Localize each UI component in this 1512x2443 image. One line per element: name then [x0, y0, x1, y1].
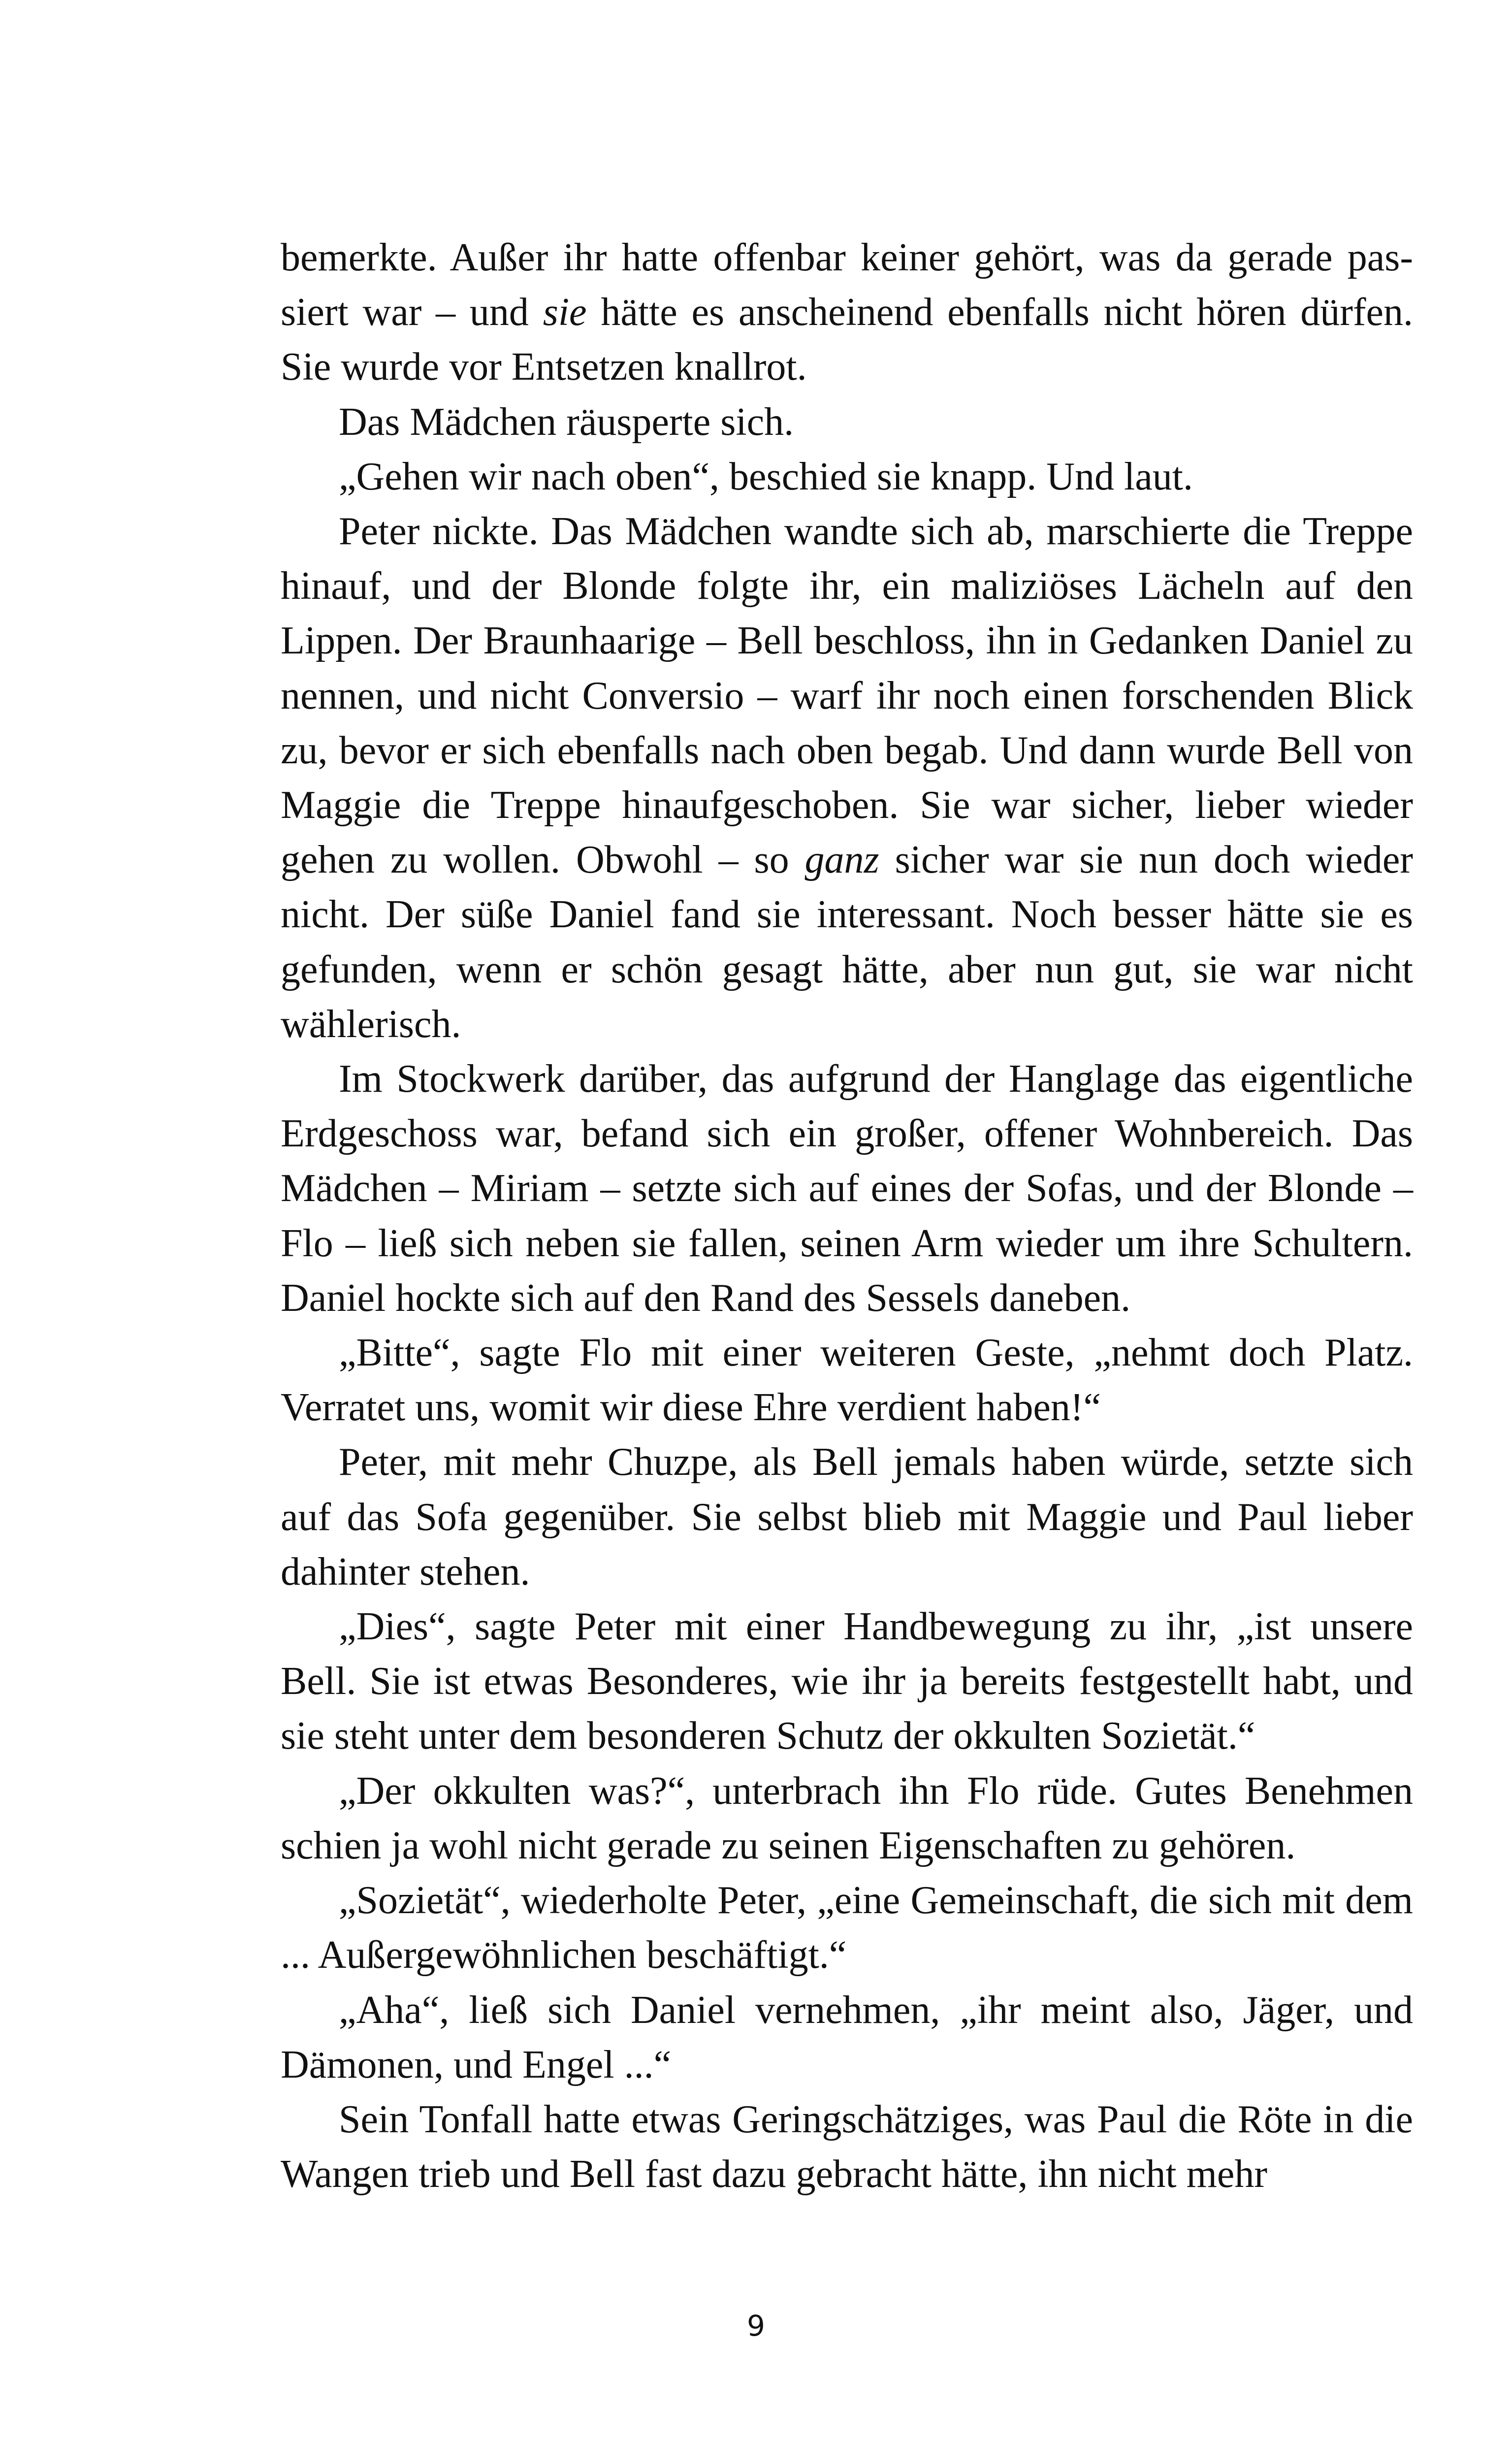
- emphasis-text: sie: [543, 291, 587, 334]
- text-run: Im Stockwerk darüber, das aufgrund der Hanglage das eigentliche Erdgeschoss war, befand sich ein großer, offener Wohnbereich. Das Mädchen – Miriam – setzte sich auf eines der Sofas, und der Blonde – Flo – ließ sich neben sie fallen, seinen Arm wieder um ihre Schultern. Daniel hockte sich auf den Rand des Sessels daneben.: [281, 1057, 1413, 1320]
- paragraph-p9: [281, 1873, 1413, 1983]
- paragraph-p2: [281, 450, 1413, 504]
- paragraph-p1: [281, 395, 1413, 450]
- paragraph-p8: [281, 1764, 1413, 1873]
- text-run: sicher war sie nun doch wieder nicht. Der süße Daniel fand sie interessant. Noch besser hätte sie es gefunden, wenn er schön gesagt hätte, aber nun gut, sie war nicht wählerisch.: [281, 838, 1413, 1046]
- text-run: „Gehen wir nach oben“, beschied sie knapp. Und laut.: [339, 455, 1193, 498]
- emphasis-text: ganz: [804, 838, 879, 882]
- body-text: [281, 230, 1413, 2202]
- paragraph-p7: [281, 1599, 1413, 1764]
- paragraph-p6: [281, 1435, 1413, 1599]
- paragraph-p10: [281, 1983, 1413, 2092]
- paragraph-p4: [281, 1052, 1413, 1326]
- text-run: Peter, mit mehr Chuzpe, als Bell jemals haben würde, setzte sich auf das Sofa gegenüber. Sie selbst blieb mit Maggie und Paul lieber dahinter stehen.: [281, 1440, 1413, 1594]
- page-number: 9: [747, 2309, 765, 2343]
- text-run: Sein Tonfall hatte etwas Geringschätziges, was Paul die Röte in die Wangen trieb und Bell fast dazu gebracht hätte, ihn nicht mehr: [281, 2097, 1413, 2196]
- text-run: „Bitte“, sagte Flo mit einer weiteren Geste, „nehmt doch Platz. Verratet uns, womit wir diese Ehre verdient haben!“: [281, 1331, 1413, 1430]
- paragraph-p11: [281, 2092, 1413, 2202]
- text-run: bemerkte. Außer ihr hatte offenbar keiner gehört, was da gerade passiert war – und: [281, 236, 1413, 334]
- paragraph-p0: [281, 230, 1413, 395]
- text-run: „Aha“, ließ sich Daniel vernehmen, „ihr meint also, Jäger, und Dämonen, und Engel ...“: [281, 1988, 1413, 2086]
- text-run: Peter nickte. Das Mädchen wandte sich ab, marschierte die Treppe hinauf, und der Blonde folgte ihr, ein maliziöses Lächeln auf den Lippen. Der Braunhaarige – Bell beschloss, ihn in Gedanken Daniel zu nennen, und nicht Conversio – warf ihr noch einen forschenden Blick zu, bevor er sich ebenfalls nach oben begab. Und dann wurde Bell von Maggie die Treppe hinaufgeschoben. Sie war sicher, lieber wieder gehen zu wollen. Obwohl – so: [281, 510, 1413, 882]
- paragraph-p5: [281, 1326, 1413, 1435]
- text-run: „Der okkulten was?“, unterbrach ihn Flo rüde. Gutes Benehmen schien ja wohl nicht gerade zu seinen Eigenschaften zu gehören.: [281, 1769, 1413, 1867]
- text-run: „Dies“, sagte Peter mit einer Handbewegung zu ihr, „ist unsere Bell. Sie ist etwas Besonderes, wie ihr ja bereits festgestellt habt, und sie steht unter dem besonderen Schutz der okkulten Sozietät.“: [281, 1605, 1413, 1758]
- text-run: Das Mädchen räusperte sich.: [339, 400, 794, 444]
- text-run: „Sozietät“, wiederholte Peter, „eine Gemeinschaft, die sich mit dem ... Außergewöhnlichen beschäftigt.“: [281, 1879, 1413, 1977]
- paragraph-p3: [281, 504, 1413, 1052]
- text-run: hätte es anscheinend ebenfalls nicht hören dürfen. Sie wurde vor Entsetzen knallrot.: [281, 291, 1414, 389]
